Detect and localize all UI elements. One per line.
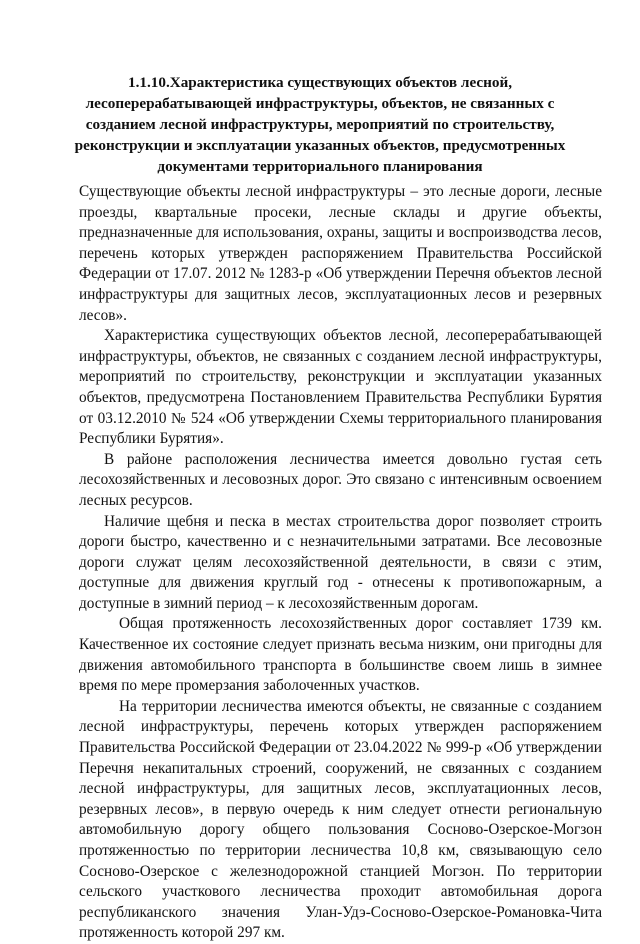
paragraph-kharakteristika: Характеристика существующих объектов лесной, лесоперерабатывающей инфраструктуры, объектов, не связанных с созданием лесной инфраструктуры, мероприятий по строительству, реконструкции и эксплуатации указанных объектов, предусмотрена Постановлением Правительства Республики Бурятия от 03.12.2010 № 524 «Об утверждении Схемы территориального планирования Республики Бурятия». xyxy=(79,327,602,448)
paragraph-set-dorog: В районе расположения лесничества имеется довольно густая сеть лесохозяйственных и лесовозных дорог. Это связано с интенсивным освоением лесных ресурсов. xyxy=(79,450,602,509)
paragraph-obekty-ne-svyazannye: На территории лесничества имеются объекты, не связанные с созданием лесной инфраструктуры, перечень которых утвержден распоряжением Правительства Российской Федерации от 23.04.2022 № 999-р «Об утверждении Перечня некапитальных строений, сооружений, не связанных с созданием лесной инфраструктуры, для защитных лесов, эксплуатационных лесов, резервных лесов», в первую очередь к ним следует отнести региональную автомобильную дорогу общего пользования Сосново-Озерское-Могзон протяженностью по территории лесничества 10,8 км, связывающую село Сосново-Озерское с железнодорожной станцией Могзон. По территории сельского участкового лесничества проходит автомобильная дорога республиканского значения Улан-Удэ-Сосново-Озерское-Романовка-Чита протяженность которой 297 км. xyxy=(79,697,602,942)
paragraph-shcheben-pesok: Наличие щебня и песка в местах строительства дорог позволяет строить дороги быстро, качественно и с незначительными затратами. Все лесовозные дороги служат целям лесохозяйственной деятельности, в связи с этим, доступные для движения круглый год - отнесены к противопожарным, а доступные в зимний период – к лесохозяйственным дорогам. xyxy=(79,512,602,612)
section-body xyxy=(79,182,602,944)
paragraph-protyazhennost: Общая протяженность лесохозяйственных дорог составляет 1739 км. Качественное их состояние следует признать весьма низким, они пригодны для движения автомобильного транспорта в большинстве своем лишь в зимнее время по мере промерзания заболоченных участков. xyxy=(79,615,602,695)
section-heading: 1.1.10.Характеристика существующих объектов лесной, лесоперерабатывающей инфраструктуры, объектов, не связанных с созданием лесной инфраструктуры, мероприятий по строительству, реконструкции и эксплуатации указанных объектов, предусмотренных документами территориального планирования xyxy=(74,74,566,175)
paragraph-lesnaya-infrastruktura: Существующие объекты лесной инфраструктуры – это лесные дороги, лесные проезды, квартальные просеки, лесные склады и другие объекты, предназначенные для использования, охраны, защиты и воспроизводства лесов, перечень которых утвержден распоряжением Правительства Российской Федерации от 17.07. 2012 № 1283-р «Об утверждении Перечня объектов лесной инфраструктуры для защитных лесов, эксплуатационных лесов и резервных лесов». xyxy=(79,183,602,324)
